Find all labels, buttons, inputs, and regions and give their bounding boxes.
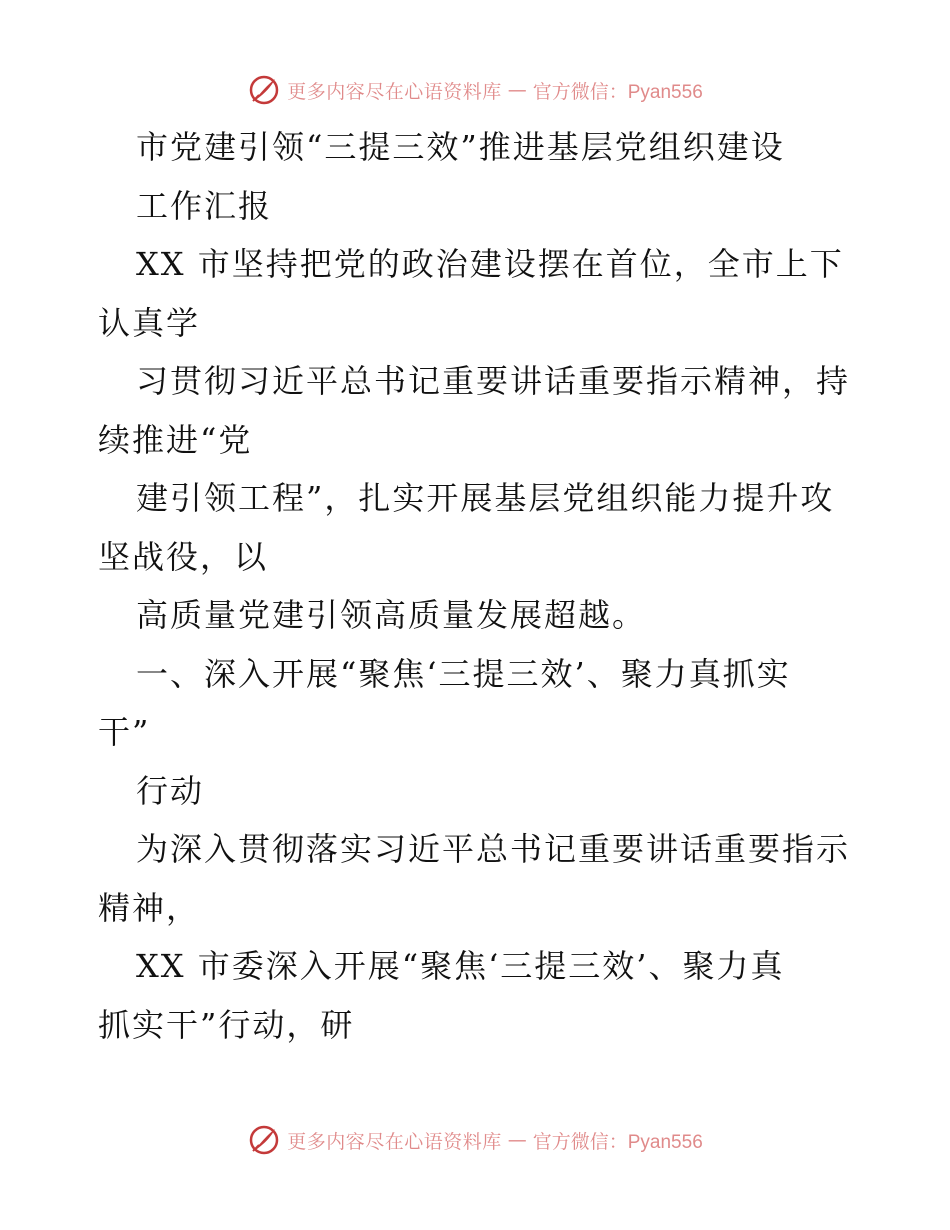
watermark-text: 更多内容尽在心语资料库 <box>287 80 502 103</box>
watermark-suffix: 官方微信：Pyan556 <box>532 1131 703 1153</box>
text-line: 市党建引领“三提三效”推进基层党组织建设 <box>136 128 785 166</box>
feather-logo-icon <box>247 1123 281 1157</box>
text-line: 建引领工程”，扎实开展基层党组织能力提升攻 <box>136 479 835 517</box>
watermark-dash: — <box>507 1129 527 1151</box>
text-line: 行动 <box>136 771 205 810</box>
text-line: 抓实干”行动，研 <box>98 1005 355 1044</box>
watermark-footer <box>0 1120 950 1160</box>
text-line: 认真学 <box>98 303 201 342</box>
watermark-dash: — <box>507 79 527 101</box>
text-line: 工作汇报 <box>136 186 273 225</box>
text-line: 习贯彻习近平总书记重要讲话重要指示精神，持 <box>136 362 851 400</box>
text-line: 干” <box>98 713 151 751</box>
text-line: 为深入贯彻落实习近平总书记重要讲话重要指示 <box>136 830 851 868</box>
text-line: 一、深入开展“聚焦‘三提三效’、聚力真抓实 <box>136 654 791 693</box>
text-line: XX 市坚持把党的政治建设摆在首位，全市上下 <box>136 245 844 283</box>
document-body <box>98 118 868 1054</box>
text-line: 坚战役，以 <box>98 537 269 576</box>
text-line: XX 市委深入开展“聚焦‘三提三效’、聚力真 <box>136 947 785 985</box>
text-line: 高质量党建引领高质量发展超越。 <box>136 596 647 634</box>
watermark-text: 更多内容尽在心语资料库 <box>287 1130 502 1153</box>
watermark-header <box>0 70 950 110</box>
text-line: 精神， <box>98 888 201 927</box>
text-line: 续推进“党 <box>98 420 253 459</box>
feather-logo-icon <box>247 73 281 107</box>
watermark-suffix: 官方微信：Pyan556 <box>532 81 703 103</box>
